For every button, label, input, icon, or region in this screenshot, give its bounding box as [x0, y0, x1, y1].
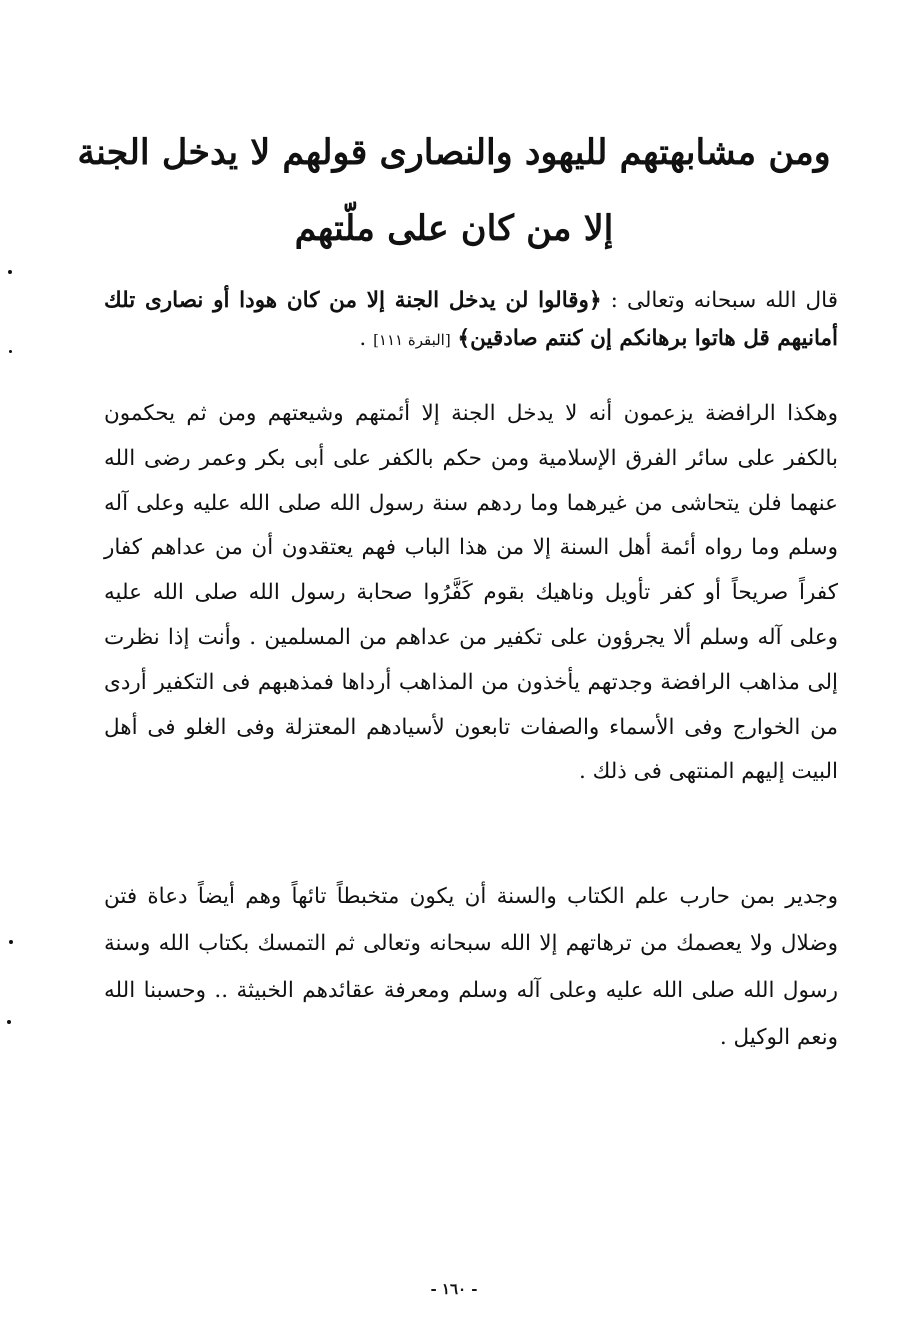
quran-citation-paragraph	[104, 282, 838, 359]
scan-speck	[8, 270, 12, 274]
paragraph-end: .	[359, 326, 367, 351]
title-line-2: إلا من كان على ملّتهم	[294, 208, 614, 249]
scan-speck	[9, 940, 13, 944]
scan-speck	[7, 1020, 11, 1024]
scan-speck	[9, 350, 12, 353]
body-paragraph-conclusion: وجدير بمن حارب علم الكتاب والسنة أن يكون متخبطاً تائهاً وهم أيضاً دعاة فتن وضلال ولا يعصمك من ترهاتهم إلا الله سبحانه وتعالى ثم التمسك بكتاب الله وسنة رسول الله صلى الله عليه وعلى آله وسلم ومعرفة عقائدهم الخبيثة .. وحسبنا الله ونعم الوكيل .	[104, 884, 838, 1050]
page-number: - ١٦٠ -	[430, 1280, 478, 1298]
body-paragraph-rafida: وهكذا الرافضة يزعمون أنه لا يدخل الجنة إلا أئمتهم وشيعتهم ومن ثم يحكمون بالكفر على سائر الفرق الإسلامية ومن حكم بالكفر على أبى بكر وعمر رضى الله عنهما فلن يتحاشى من غيرهما وما ردهم سنة رسول الله صلى الله عليه وعلى آله وسلم وما رواه أئمة أهل السنة إلا من هذا الباب فهم يعتقدون أن من عداهم كفار كفراً صريحاً أو كفر تأويل وناهيك بقوم كَفَّرُوا صحابة رسول الله صلى الله عليه وعلى آله وسلم ألا يجرؤون على تكفير من عداهم من المسلمين . وأنت إذا نظرت إلى مذاهب الرافضة وجدتهم يأخذون من المذاهب أرداها فمذهبهم فى التكفير أردى من الخوارج وفى الأسماء والصفات تابعون لأسيادهم المعتزلة وفى الغلو فى أهل البيت إليهم المنتهى فى ذلك .	[104, 401, 838, 785]
citation-intro: قال الله سبحانه وتعالى :	[610, 288, 838, 313]
section-title	[70, 115, 838, 267]
quran-verse: ﴿وقالوا لن يدخل الجنة إلا من كان هودا أو نصارى تلك أمانيهم قل هاتوا برهانكم إن كنتم صادقين﴾	[104, 288, 838, 351]
verse-reference: [البقرة ١١١]	[373, 331, 451, 349]
title-line-1: ومن مشابهتهم لليهود والنصارى قولهم لا يدخل الجنة	[77, 132, 831, 173]
